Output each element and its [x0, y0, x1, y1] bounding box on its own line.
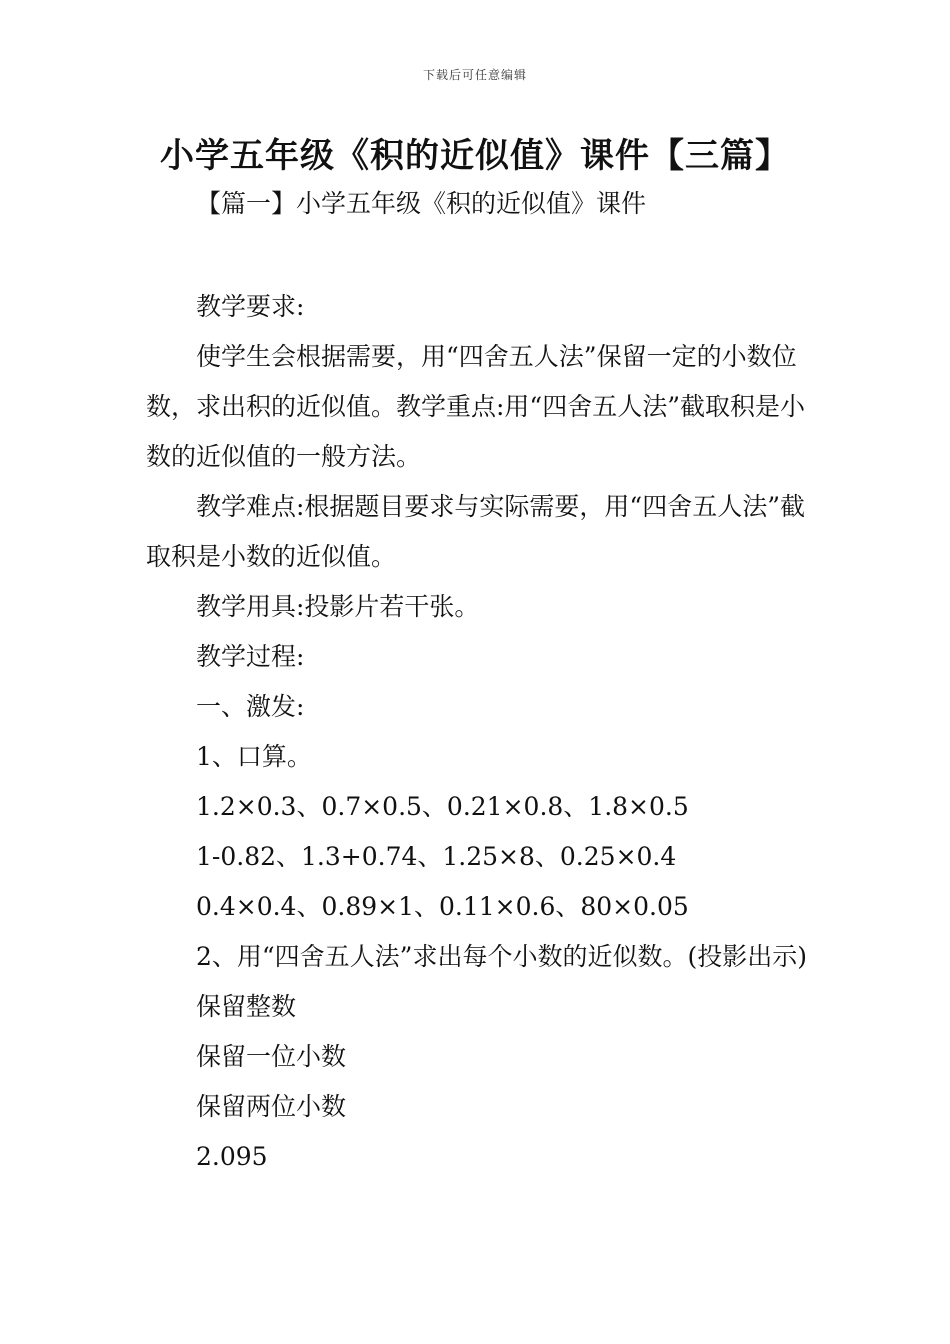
document-title: 小学五年级《积的近似值》课件【三篇】 — [160, 136, 790, 176]
section-subtitle: 【篇一】小学五年级《积的近似值》课件 — [196, 189, 647, 218]
text-line-section-one: 一、激发: — [196, 692, 305, 721]
document-body — [146, 282, 808, 1182]
text-line-keep-integer: 保留整数 — [196, 992, 297, 1021]
text-line-teaching-requirements: 教学要求: — [196, 292, 305, 321]
paragraph-rounding-task: 2、用“四舍五人法”求出每个小数的近似数。(投影出示) — [196, 942, 807, 971]
text-line-exercise-row-3: 0.4×0.4、0.89×1、0.11×0.6、80×0.05 — [196, 892, 689, 921]
header-note: 下载后可任意编辑 — [422, 68, 527, 82]
text-line-teaching-tools: 教学用具:投影片若干张。 — [196, 592, 480, 621]
text-line-number-example: 2.095 — [196, 1142, 268, 1171]
text-line-teaching-process: 教学过程: — [196, 642, 305, 671]
text-line-mental-math: 1、口算。 — [196, 742, 312, 771]
text-line-exercise-row-1: 1.2×0.3、0.7×0.5、0.21×0.8、1.8×0.5 — [196, 792, 689, 821]
paragraph-difficulty: 教学难点:根据题目要求与实际需要，用“四舍五人法”截取积是小数的近似值。 — [146, 492, 805, 571]
text-line-keep-one-decimal: 保留一位小数 — [196, 1042, 347, 1071]
text-line-exercise-row-2: 1-0.82、1.3+0.74、1.25×8、0.25×0.4 — [196, 842, 677, 871]
text-line-keep-two-decimals: 保留两位小数 — [196, 1092, 347, 1121]
paragraph-requirements-detail: 使学生会根据需要，用“四舍五人法”保留一定的小数位数，求出积的近似值。教学重点:用“四舍五人法”截取积是小数的近似值的一般方法。 — [146, 342, 805, 471]
